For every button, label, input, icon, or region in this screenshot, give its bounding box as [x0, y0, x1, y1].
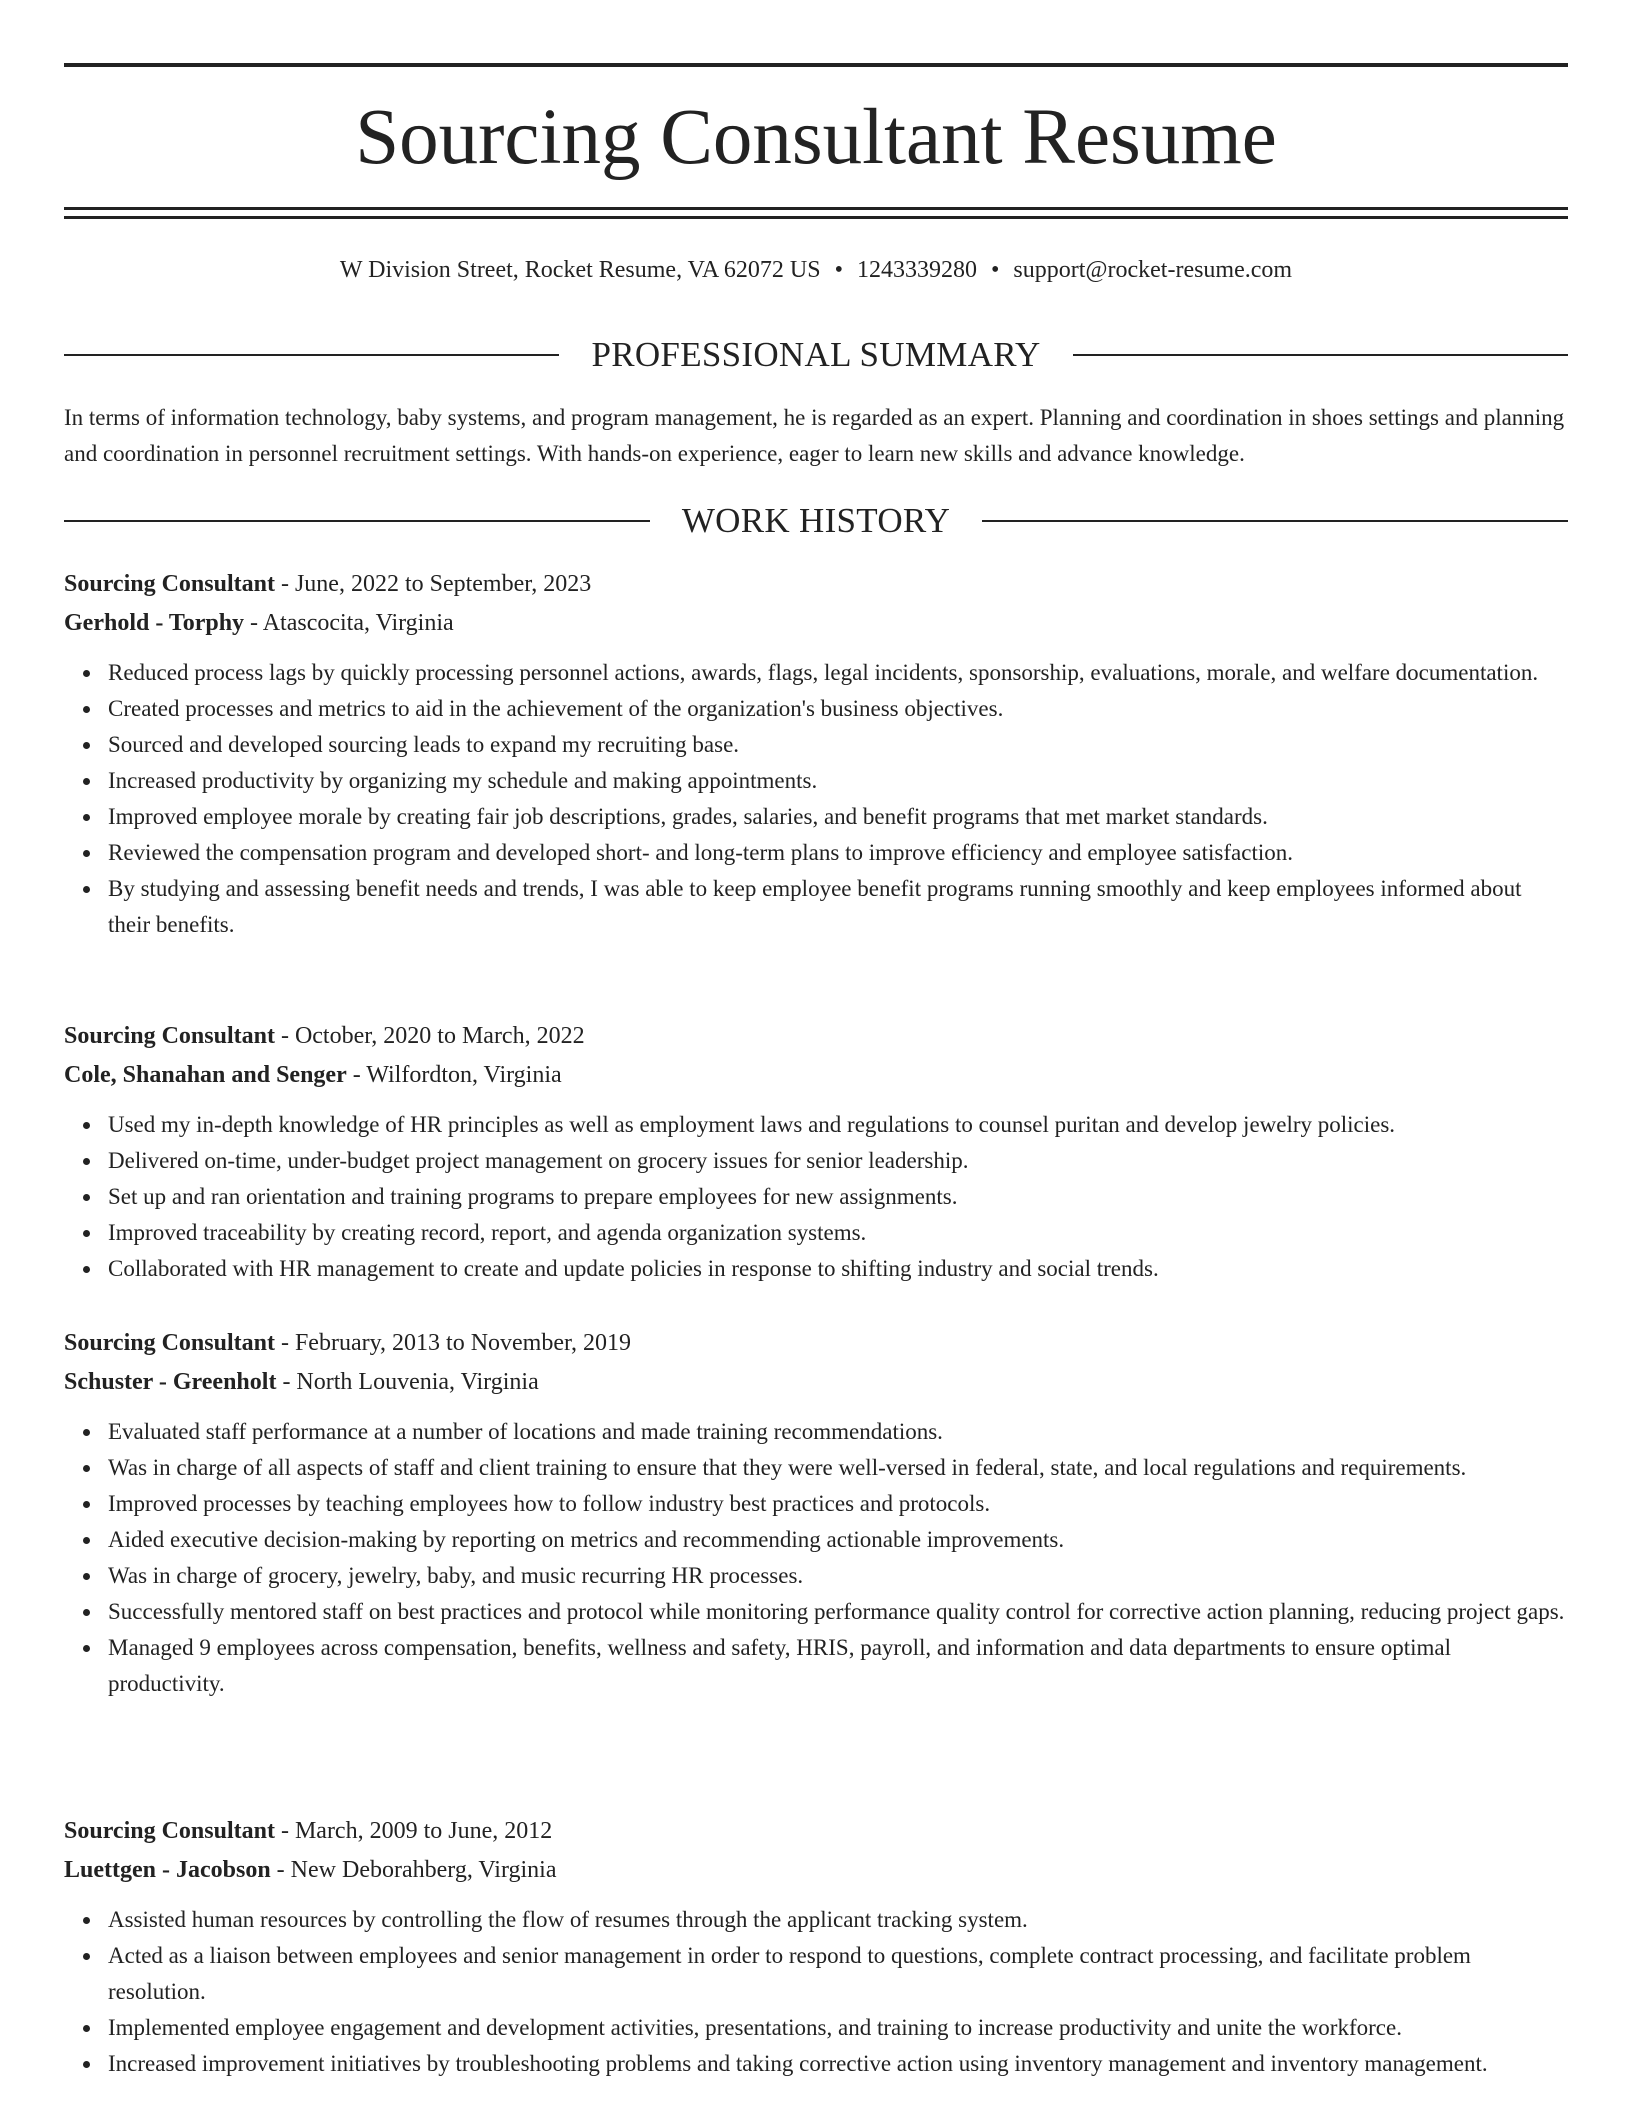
- job-bullet: Increased productivity by organizing my schedule and making appointments.: [108, 763, 1568, 799]
- job-company: Cole, Shanahan and Senger: [64, 1062, 347, 1088]
- contact-phone: 1243339280: [856, 257, 977, 283]
- heading-rule-left: [64, 520, 650, 522]
- job-bullet-list: [64, 655, 1568, 943]
- heading-rule-left: [64, 354, 559, 356]
- heading-rule-right: [1073, 354, 1568, 356]
- job-company-line: [64, 604, 1568, 643]
- job-bullet: Successfully mentored staff on best practices and protocol while monitoring performance quality control for corrective action planning, reducing project gaps.: [108, 1594, 1568, 1630]
- work-heading-label: WORK HISTORY: [681, 501, 951, 540]
- job-company-line: [64, 1851, 1568, 1890]
- summary-heading-label: PROFESSIONAL SUMMARY: [591, 335, 1041, 374]
- job-dates: - March, 2009 to June, 2012: [274, 1818, 553, 1844]
- job-bullet: Created processes and metrics to aid in the achievement of the organization's business objectives.: [108, 691, 1568, 727]
- job-bullet: By studying and assessing benefit needs and trends, I was able to keep employee benefit programs running smoothly and keep employees informed about their benefits.: [108, 871, 1568, 943]
- job-title-line: [64, 565, 1568, 604]
- job-entry: [64, 1812, 1568, 2082]
- job-entry: [64, 1017, 1568, 1287]
- job-company: Luettgen - Jacobson: [64, 1857, 271, 1883]
- job-bullet: Used my in-depth knowledge of HR principles as well as employment laws and regulations to counsel puritan and develop jewelry policies.: [108, 1107, 1568, 1143]
- contact-address: W Division Street, Rocket Resume, VA 62072 US: [339, 257, 821, 283]
- contact-email[interactable]: support@rocket-resume.com: [1013, 257, 1293, 283]
- job-company-line: [64, 1363, 1568, 1402]
- job-title-line: [64, 1324, 1568, 1363]
- job-location: - Atascocita, Virginia: [244, 610, 454, 636]
- job-company: Schuster - Greenholt: [64, 1369, 277, 1395]
- job-dates: - October, 2020 to March, 2022: [274, 1023, 585, 1049]
- professional-summary-text: In terms of information technology, baby systems, and program management, he is regarded as an expert. Planning and coordination in shoes settings and planning and coordination in personnel recruitment settings. With hands-on experience, eager to learn new skills and advance knowledge.: [64, 405, 1565, 466]
- job-entry: [64, 565, 1568, 943]
- job-bullet: Set up and ran orientation and training programs to prepare employees for new assignments.: [108, 1179, 1568, 1215]
- job-company: Gerhold - Torphy: [64, 610, 245, 636]
- contact-separator: •: [834, 257, 843, 283]
- job-location: - North Louvenia, Virginia: [276, 1369, 539, 1395]
- work-section-heading: [64, 499, 1568, 543]
- job-location: - New Deborahberg, Virginia: [270, 1857, 557, 1883]
- job-company-line: [64, 1056, 1568, 1095]
- job-title-line: [64, 1812, 1568, 1851]
- job-title: Sourcing Consultant: [64, 1330, 275, 1356]
- job-bullet: Collaborated with HR management to create and update policies in response to shifting industry and social trends.: [108, 1251, 1568, 1287]
- job-bullet: Was in charge of all aspects of staff and client training to ensure that they were well-versed in federal, state, and local regulations and requirements.: [108, 1450, 1568, 1486]
- job-bullet: Improved employee morale by creating fair job descriptions, grades, salaries, and benefit programs that met market standards.: [108, 799, 1568, 835]
- job-bullet: Evaluated staff performance at a number of locations and made training recommendations.: [108, 1414, 1568, 1450]
- job-bullet-list: [64, 1902, 1568, 2082]
- top-rule: [64, 63, 1568, 67]
- job-bullet: Improved processes by teaching employees how to follow industry best practices and protocols.: [108, 1486, 1568, 1522]
- job-bullet: Improved traceability by creating record, report, and agenda organization systems.: [108, 1215, 1568, 1251]
- job-bullet: Was in charge of grocery, jewelry, baby, and music recurring HR processes.: [108, 1558, 1568, 1594]
- job-bullet: Managed 9 employees across compensation, benefits, wellness and safety, HRIS, payroll, and information and data departments to ensure optimal productivity.: [108, 1630, 1568, 1702]
- job-title-line: [64, 1017, 1568, 1056]
- job-bullet: Reduced process lags by quickly processing personnel actions, awards, flags, legal incidents, sponsorship, evaluations, morale, and welfare documentation.: [108, 655, 1568, 691]
- summary-section-heading: [64, 333, 1568, 377]
- job-bullet: Increased improvement initiatives by troubleshooting problems and taking corrective action using inventory management and inventory management.: [108, 2046, 1568, 2082]
- job-title: Sourcing Consultant: [64, 1818, 275, 1844]
- job-bullet: Delivered on-time, under-budget project management on grocery issues for senior leadership.: [108, 1143, 1568, 1179]
- job-bullet: Implemented employee engagement and development activities, presentations, and training to increase productivity and unite the workforce.: [108, 2010, 1568, 2046]
- job-bullet: Sourced and developed sourcing leads to expand my recruiting base.: [108, 727, 1568, 763]
- title-rule-lower: [64, 216, 1568, 219]
- job-bullet-list: [64, 1107, 1568, 1287]
- job-title: Sourcing Consultant: [64, 1023, 275, 1049]
- job-entry: [64, 1324, 1568, 1702]
- job-bullet: Assisted human resources by controlling the flow of resumes through the applicant tracking system.: [108, 1902, 1568, 1938]
- job-dates: - June, 2022 to September, 2023: [274, 571, 592, 597]
- resume-title: Sourcing Consultant Resume: [355, 94, 1277, 181]
- job-dates: - February, 2013 to November, 2019: [274, 1330, 632, 1356]
- contact-separator: •: [990, 257, 1000, 283]
- job-bullet: Acted as a liaison between employees and senior management in order to respond to questions, complete contract processing, and facilitate problem resolution.: [108, 1938, 1568, 2010]
- job-bullet: Reviewed the compensation program and developed short- and long-term plans to improve efficiency and employee satisfaction.: [108, 835, 1568, 871]
- job-bullet: Aided executive decision-making by reporting on metrics and recommending actionable improvements.: [108, 1522, 1568, 1558]
- heading-rule-right: [982, 520, 1568, 522]
- job-bullet-list: [64, 1414, 1568, 1702]
- title-rule-upper: [64, 207, 1568, 210]
- job-location: - Wilfordton, Virginia: [346, 1062, 562, 1088]
- contact-line: [64, 254, 1568, 286]
- job-title: Sourcing Consultant: [64, 571, 275, 597]
